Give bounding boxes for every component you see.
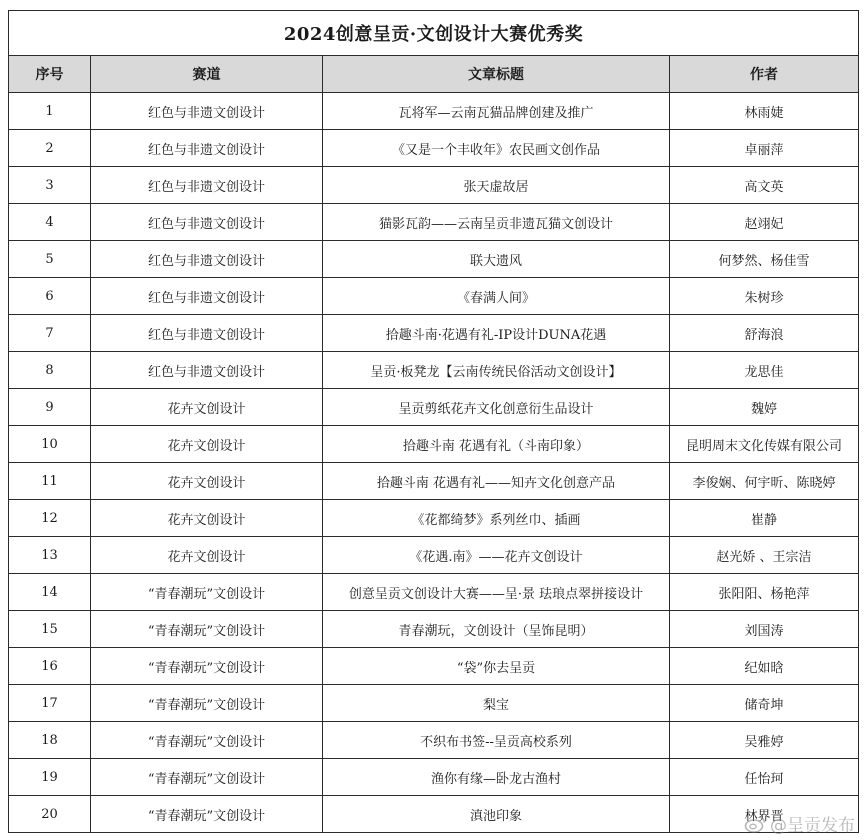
table-row (9, 278, 859, 315)
table-row (9, 685, 859, 722)
table-row (9, 352, 859, 389)
cell-work: 拾趣斗南·花遇有礼-IP设计DUNA花遇 (323, 315, 670, 352)
table-row (9, 537, 859, 574)
cell-track: 红色与非遗文创设计 (91, 204, 323, 241)
cell-work: 拾趣斗南 花遇有礼（斗南印象） (323, 426, 670, 463)
table-row (9, 167, 859, 204)
cell-author: 张阳阳、杨艳萍 (670, 574, 859, 611)
table-row (9, 463, 859, 500)
cell-track: 红色与非遗文创设计 (91, 352, 323, 389)
cell-track: “青春潮玩”文创设计 (91, 759, 323, 796)
award-table (8, 10, 859, 833)
cell-work: 拾趣斗南 花遇有礼——知卉文化创意产品 (323, 463, 670, 500)
table-row (9, 574, 859, 611)
table-row (9, 796, 859, 833)
table-row (9, 648, 859, 685)
cell-track: 红色与非遗文创设计 (91, 315, 323, 352)
cell-author: 纪如晗 (670, 648, 859, 685)
cell-track: 红色与非遗文创设计 (91, 241, 323, 278)
table-row (9, 759, 859, 796)
cell-work: 联大遗风 (323, 241, 670, 278)
cell-no: 20 (9, 796, 91, 833)
cell-track: 红色与非遗文创设计 (91, 130, 323, 167)
table-row (9, 611, 859, 648)
cell-author: 任怡珂 (670, 759, 859, 796)
cell-no: 9 (9, 389, 91, 426)
cell-no: 14 (9, 574, 91, 611)
cell-track: “青春潮玩”文创设计 (91, 796, 323, 833)
cell-track: 花卉文创设计 (91, 463, 323, 500)
cell-author: 龙思佳 (670, 352, 859, 389)
cell-no: 16 (9, 648, 91, 685)
cell-work: 张天虚故居 (323, 167, 670, 204)
cell-author: 魏婷 (670, 389, 859, 426)
table-row (9, 204, 859, 241)
cell-work: 梨宝 (323, 685, 670, 722)
cell-author: 林雨婕 (670, 93, 859, 130)
cell-author: 储奇坤 (670, 685, 859, 722)
cell-track: “青春潮玩”文创设计 (91, 685, 323, 722)
cell-work: 青春潮玩，文创设计（呈饰昆明） (323, 611, 670, 648)
cell-work: 瓦将军—云南瓦猫品牌创建及推广 (323, 93, 670, 130)
cell-track: 花卉文创设计 (91, 537, 323, 574)
header-row (9, 56, 859, 93)
cell-work: “袋”你去呈贡 (323, 648, 670, 685)
cell-author: 何梦然、杨佳雪 (670, 241, 859, 278)
cell-author: 崔静 (670, 500, 859, 537)
cell-author: 刘国涛 (670, 611, 859, 648)
weibo-watermark (744, 811, 855, 836)
table-row (9, 130, 859, 167)
cell-track: “青春潮玩”文创设计 (91, 574, 323, 611)
table-row (9, 722, 859, 759)
cell-no: 13 (9, 537, 91, 574)
cell-author: 舒海浪 (670, 315, 859, 352)
watermark-text: @呈贡发布 (770, 816, 855, 836)
cell-no: 15 (9, 611, 91, 648)
table-row (9, 315, 859, 352)
cell-author: 朱树珍 (670, 278, 859, 315)
cell-work: 滇池印象 (323, 796, 670, 833)
cell-work: 《花遇.南》——花卉文创设计 (323, 537, 670, 574)
cell-no: 12 (9, 500, 91, 537)
cell-work: 呈贡剪纸花卉文化创意衍生品设计 (323, 389, 670, 426)
table-row (9, 426, 859, 463)
cell-track: 花卉文创设计 (91, 500, 323, 537)
cell-track: 花卉文创设计 (91, 389, 323, 426)
cell-work: 《又是一个丰收年》农民画文创作品 (323, 130, 670, 167)
cell-track: 红色与非遗文创设计 (91, 278, 323, 315)
cell-work: 不织布书签--呈贡高校系列 (323, 722, 670, 759)
table-row (9, 93, 859, 130)
cell-track: “青春潮玩”文创设计 (91, 611, 323, 648)
cell-no: 2 (9, 130, 91, 167)
cell-work: 《春满人间》 (323, 278, 670, 315)
cell-author: 昆明周末文化传媒有限公司 (670, 426, 859, 463)
cell-no: 17 (9, 685, 91, 722)
table-row (9, 389, 859, 426)
header-work: 文章标题 (323, 56, 670, 93)
cell-work: 《花都绮梦》系列丝巾、插画 (323, 500, 670, 537)
cell-no: 7 (9, 315, 91, 352)
header-no: 序号 (9, 56, 91, 93)
cell-track: “青春潮玩”文创设计 (91, 722, 323, 759)
cell-author: 林界晋 (670, 796, 859, 833)
cell-work: 猫影瓦韵——云南呈贡非遗瓦猫文创设计 (323, 204, 670, 241)
cell-track: 红色与非遗文创设计 (91, 93, 323, 130)
cell-no: 11 (9, 463, 91, 500)
cell-author: 李俊娴、何宇昕、陈晓婷 (670, 463, 859, 500)
award-table-sheet (8, 10, 858, 833)
cell-no: 5 (9, 241, 91, 278)
header-track: 赛道 (91, 56, 323, 93)
cell-no: 3 (9, 167, 91, 204)
weibo-icon (744, 815, 766, 833)
table-row (9, 500, 859, 537)
cell-track: 花卉文创设计 (91, 426, 323, 463)
cell-no: 1 (9, 93, 91, 130)
cell-no: 6 (9, 278, 91, 315)
cell-work: 创意呈贡文创设计大赛——呈·景 珐琅点翠拼接设计 (323, 574, 670, 611)
table-row (9, 241, 859, 278)
cell-author: 吴雅婷 (670, 722, 859, 759)
cell-no: 4 (9, 204, 91, 241)
cell-track: “青春潮玩”文创设计 (91, 648, 323, 685)
cell-no: 19 (9, 759, 91, 796)
cell-author: 卓丽萍 (670, 130, 859, 167)
cell-no: 18 (9, 722, 91, 759)
header-author: 作者 (670, 56, 859, 93)
cell-author: 赵光娇 、王宗洁 (670, 537, 859, 574)
cell-no: 10 (9, 426, 91, 463)
cell-author: 高文英 (670, 167, 859, 204)
cell-track: 红色与非遗文创设计 (91, 167, 323, 204)
cell-work: 呈贡·板凳龙【云南传统民俗活动文创设计】 (323, 352, 670, 389)
cell-author: 赵翊妃 (670, 204, 859, 241)
table-title: 2024创意呈贡·文创设计大赛优秀奖 (9, 11, 859, 56)
cell-no: 8 (9, 352, 91, 389)
cell-work: 渔你有缘—卧龙古渔村 (323, 759, 670, 796)
table-body (9, 93, 859, 833)
